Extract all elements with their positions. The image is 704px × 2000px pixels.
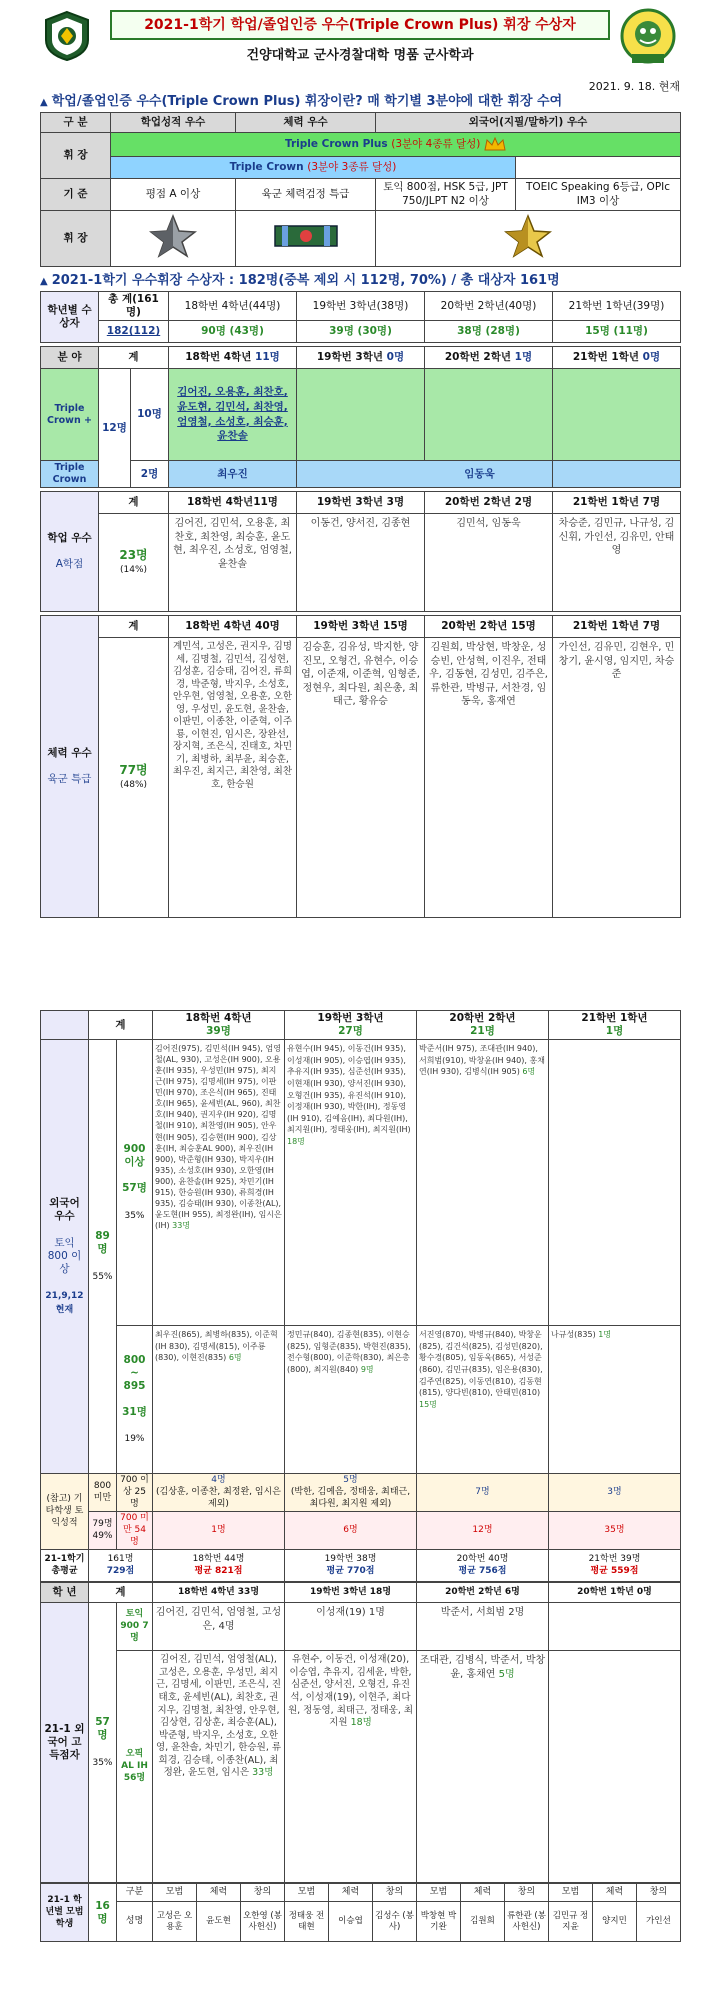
mascot-emblem-icon [620, 8, 676, 68]
foreign-ref-b-21: 35명 [549, 1512, 681, 1550]
speaking-opic-label: 오픽 AL IH 56명 [117, 1651, 153, 1883]
model-label: 21-1 학년별 모범학생 [41, 1884, 89, 1942]
foreign-band2-21: 나규성(835) 1명 [549, 1326, 681, 1474]
foreign-col-19: 19학번 3학년 27명 [285, 1011, 417, 1040]
crown-col-18: 18학번 4학년 11명 [169, 347, 297, 369]
foreign-col-20: 20학번 2학년 21명 [417, 1011, 549, 1040]
speaking-opic-20: 조대관, 김병식, 박준서, 박창윤, 홍채연 5명 [417, 1651, 549, 1883]
model-val-11: 가인선 [637, 1902, 681, 1942]
crown-icon [484, 137, 506, 151]
col-academic: 학업성적 우수 [111, 113, 236, 133]
summary-col-21: 21학번 1학년(39명) [553, 292, 681, 321]
foreign-label: 외국어 우수 토익 800 이상 21,9,12 현재 [41, 1040, 89, 1474]
foreign-ref-a-b: 700 이상 25명 [117, 1474, 153, 1512]
foreign-ref-b-20: 12명 [417, 1512, 549, 1550]
foreign-band2-18: 최우진(865), 최병하(835), 이준혁(IH 830), 김명세(815), 이주룡(830), 이현진(835) 6명 [153, 1326, 285, 1474]
criteria-academic: 평점 A 이상 [111, 179, 236, 211]
speaking-opic-21 [549, 1651, 681, 1883]
foreign-sum-label: 계 [89, 1011, 153, 1040]
model-val-9: 김민규 정지윤 [549, 1902, 593, 1942]
academic-table [40, 491, 681, 612]
speaking-col-19: 19학번 3학년 18명 [285, 1583, 417, 1603]
foreign-col-18: 18학번 4학년 39명 [153, 1011, 285, 1040]
foreign-table [40, 1010, 681, 1582]
gold-star-icon [504, 214, 552, 258]
foreign-band1-18: 김어진(975), 김민석(IH 945), 엄영철(AL, 930), 고성은(IH 900), 오용훈(IH 935), 우성민(IH 975), 최지근(IH 975), 김명세(IH 975), 이판민(IH 970), 조은식(IH 965), 진태호(IH 965), 윤세빈(AL, 960), 최찬호(IH 940), 권지우(IH 920), 김명철(IH 910), 최찬영(IH 905), 안우현(IH 905), 김승현(IH 900), 김상훈(IH, 최승훈AL 900), 최우진(IH 900), 박준형(IH 930), 박지우(IH 935), 소성호(IH 930), 오한영(IH 900), 윤찬솔(IH 925), 차민기(IH 915), 한승원(IH 930), 류희경(IH 935), 김승태(IH 930), 이종찬(AL), 윤도현(IH 955), 최정완(IH), 임시은(IH) 33명 [153, 1040, 285, 1326]
academic-names-19: 이동건, 양서진, 김종현 [297, 514, 425, 612]
triangle-icon: ▲ [40, 97, 48, 108]
academic-col-18: 18학번 4학년11명 [169, 492, 297, 514]
row-insignia-label: 휘 장 [41, 211, 111, 267]
crown-field-label: 분 야 [41, 347, 99, 369]
crown-tcp-21 [553, 369, 681, 461]
academic-names-21: 차승준, 김민규, 나규성, 김신휘, 가인선, 김유민, 안태영 [553, 514, 681, 612]
col-category: 구 분 [41, 113, 111, 133]
foreign-ref-b-label: 700 미만 54명 [117, 1512, 153, 1550]
row-badge-label: 휘 장 [41, 133, 111, 179]
section-heading-2: ▲ 2021-1학기 우수휘장 수상자 : 182명(중복 제외 시 112명, 70%) / 총 대상자 161명 [40, 273, 560, 288]
criteria-written: 토익 800점, HSK 5급, JPT 750/JLPT N2 이상 [376, 179, 516, 211]
foreign-ref-a-label: 800 미만 [89, 1474, 117, 1512]
university-emblem-icon [44, 10, 90, 62]
row-criteria-label: 기 준 [41, 179, 111, 211]
crown-tc-label: Triple Crown [41, 461, 99, 488]
academic-col-21: 21학번 1학년 7명 [553, 492, 681, 514]
foreign-avg-total: 161명 729점 [89, 1550, 153, 1582]
foreign-avg-20: 20학번 40명 평균 756점 [417, 1550, 549, 1582]
speaking-toeic-21 [549, 1603, 681, 1651]
speaking-table [40, 1582, 681, 1883]
model-val-1: 윤도현 [197, 1902, 241, 1942]
model-row-label: 성명 [117, 1902, 153, 1942]
crown-tc-21 [553, 461, 681, 488]
model-total: 16명 [89, 1884, 117, 1942]
section-heading-1: ▲ 학업/졸업인증 우수(Triple Crown Plus) 휘장이란? 매 학기별 3분야에 대한 휘장 수여 [40, 94, 563, 109]
foreign-avg-label: 21-1학기 총평균 [41, 1550, 89, 1582]
summary-col-20: 20학번 2학년(40명) [425, 292, 553, 321]
foreign-band2-20: 서진영(870), 박병규(840), 박창운(825), 김건석(825), 김성민(820), 황수경(805), 임동욱(865), 서성준(860), 김민규(835), 임은용(830), 김주연(825), 이동연(810), 김동현(815), 양다빈(810), 안태민(810) 15명 [417, 1326, 549, 1474]
crown-col-21: 21학번 1학년 0명 [553, 347, 681, 369]
foreign-band2-19: 정민규(840), 김종현(835), 이현승(825), 임형준(835), 박현진(835), 전수형(800), 이준학(830), 최은총(800), 최지원(840) 9명 [285, 1326, 417, 1474]
crown-col-19: 19학번 3학년 0명 [297, 347, 425, 369]
fitness-names-19: 김승훈, 김유성, 박지한, 양진모, 오형건, 유현수, 이승엽, 이준재, 이준혁, 임형준, 정현우, 최다원, 최은총, 최태근, 황유승 [297, 638, 425, 918]
fitness-col-20: 20학번 2학년 15명 [425, 616, 553, 638]
foreign-band2: 800 ~ 895 31명 19% [117, 1326, 153, 1474]
page-1 [40, 6, 680, 986]
academic-names-18: 김어진, 김민석, 오용훈, 최찬호, 최찬영, 최승훈, 윤도현, 최우진, 소성호, 엄영철, 윤찬솔 [169, 514, 297, 612]
speaking-toeic-18: 김어진, 김민석, 엄영철, 고성은, 4명 [153, 1603, 285, 1651]
summary-col-18: 18학번 4학년(44명) [169, 292, 297, 321]
model-sub-1: 모범 [153, 1884, 197, 1902]
tcp-bar: Triple Crown Plus (3분야 4종류 달성) [111, 133, 681, 157]
speaking-col-20: 20학번 2학년 6명 [417, 1583, 549, 1603]
insignia-language [376, 211, 681, 267]
speaking-toeic-19: 이성재(19) 1명 [285, 1603, 417, 1651]
model-val-7: 김원희 [461, 1902, 505, 1942]
foreign-band1-21 [549, 1040, 681, 1326]
speaking-col-18: 18학번 4학년 33명 [153, 1583, 285, 1603]
foreign-avg-21: 21학번 39명 평균 559점 [549, 1550, 681, 1582]
date-stamp: 2021. 9. 18. 현재 [588, 80, 680, 93]
foreign-total: 89명 55% [89, 1040, 117, 1474]
speaking-sum-label: 계 [89, 1583, 153, 1603]
speaking-opic-19: 유현수, 이동건, 이성재(20), 이승엽, 추유지, 김세윤, 박한, 심준선, 양서진, 오형건, 유진석, 이성재(19), 이현주, 최다원, 정동영, 최태근, 정태웅, 최지원 18명 [285, 1651, 417, 1883]
academic-sum-label: 계 [99, 492, 169, 514]
crown-table [40, 346, 681, 488]
insignia-fitness [236, 211, 376, 267]
model-sub-3: 창의 [241, 1884, 285, 1902]
page-2 [40, 1010, 680, 1995]
model-sub-7: 모범 [417, 1884, 461, 1902]
foreign-ref-a-18: 4명 (김상훈, 이종찬, 최정완, 임시은 제외) [153, 1474, 285, 1512]
crown-tcp-label: Triple Crown + [41, 369, 99, 461]
academic-total: 23명 (14%) [99, 514, 169, 612]
model-sub-0: 구분 [117, 1884, 153, 1902]
crown-sum-label: 계 [99, 347, 169, 369]
model-sub-5: 체력 [329, 1884, 373, 1902]
fitness-sum-label: 계 [99, 616, 169, 638]
fitness-label: 체력 우수 육군 특급 [41, 616, 99, 918]
crown-total: 12명 [99, 369, 131, 488]
speaking-toeic-label: 토익 900 7명 [117, 1603, 153, 1651]
model-val-4: 이승엽 [329, 1902, 373, 1942]
model-val-6: 박창현 박기완 [417, 1902, 461, 1942]
speaking-label: 21-1 외국어 고득점자 [41, 1603, 89, 1883]
fitness-names-21: 가인선, 김유민, 김현우, 민창기, 윤시영, 임지민, 차승준 [553, 638, 681, 918]
model-sub-4: 모범 [285, 1884, 329, 1902]
fitness-col-18: 18학번 4학년 40명 [169, 616, 297, 638]
foreign-ref-label: (참고) 기타학생 토익성적 [41, 1474, 89, 1550]
page-title: 2021-1학기 학업/졸업인증 우수(Triple Crown Plus) 휘장 수상자 [110, 10, 610, 40]
foreign-band1-19: 유현수(IH 945), 이동건(IH 935), 이성재(IH 905), 이승엽(IH 935), 추유지(IH 935), 심준선(IH 935), 이현재(IH 930), 양서진(IH 930), 오형건(IH 935), 유진석(IH 910), 이정재(IH 930), 박한(IH), 정동영(IH 910), 김예음(IH), 최다원(IH), 최지원(IH), 정태웅(IH), 최지원(IH) 18명 [285, 1040, 417, 1326]
summary-val-18: 90명 (43명) [169, 321, 297, 343]
summary-table [40, 291, 681, 343]
fitness-col-19: 19학번 3학년 15명 [297, 616, 425, 638]
tc-bar-empty [516, 157, 681, 179]
crown-tc-20: 임동욱 [297, 461, 553, 488]
academic-col-20: 20학번 2학년 2명 [425, 492, 553, 514]
crown-col-20: 20학번 2학년 1명 [425, 347, 553, 369]
foreign-band1-20: 박준서(IH 975), 조대관(IH 940), 서희범(910), 박창윤(IH 940), 홍채연(IH 930), 김병식(IH 905) 6명 [417, 1040, 549, 1326]
foreign-ref-b-18: 1명 [153, 1512, 285, 1550]
speaking-col-21: 20학번 1학년 0명 [549, 1583, 681, 1603]
model-table [40, 1883, 681, 1942]
badge-definition-table [40, 112, 681, 267]
foreign-corner [41, 1011, 89, 1040]
model-val-2: 오한영 (봉사헌신) [241, 1902, 285, 1942]
triangle-icon: ▲ [40, 276, 48, 287]
speaking-toeic-20: 박준서, 서희범 2명 [417, 1603, 549, 1651]
model-val-3: 정태웅 전태현 [285, 1902, 329, 1942]
academic-col-19: 19학번 3학년 3명 [297, 492, 425, 514]
foreign-ref-b-19: 6명 [285, 1512, 417, 1550]
criteria-fitness: 육군 체력검정 특급 [236, 179, 376, 211]
model-sub-10: 모범 [549, 1884, 593, 1902]
speaking-total: 57명 35% [89, 1603, 117, 1883]
tc-bar: Triple Crown (3분야 3종류 달성) [111, 157, 516, 179]
foreign-ref-b-a: 79명 49% [89, 1512, 117, 1550]
speaking-opic-18: 김어진, 김민석, 엄영철(AL), 고성은, 오용훈, 우성민, 최지근, 김명세, 이판민, 조은식, 진태호, 윤세빈(AL), 최찬호, 권지우, 김명철, 최찬영, 안우현, 김상현, 김상훈, 최승훈(AL), 박준형, 박지우, 소성호, 오한영, 윤찬솔, 차민기, 한승원, 류희경, 김승태, 이종찬(AL), 최정완, 윤도현, 임시은 33명 [153, 1651, 285, 1883]
fitness-col-21: 21학번 1학년 7명 [553, 616, 681, 638]
model-sub-9: 창의 [505, 1884, 549, 1902]
insignia-academic [111, 211, 236, 267]
summary-val-19: 39명 (30명) [297, 321, 425, 343]
model-val-8: 류한관 (봉사헌신) [505, 1902, 549, 1942]
crown-tc-count: 2명 [131, 461, 169, 488]
model-val-10: 양지민 [593, 1902, 637, 1942]
crown-tcp-19 [297, 369, 425, 461]
summary-row-label: 학년별 수상자 [41, 292, 99, 343]
foreign-ref-a-19: 5명 (박한, 김예음, 정태웅, 최태근, 최다원, 최지원 제외) [285, 1474, 417, 1512]
foreign-band1: 900 이상 57명 35% [117, 1040, 153, 1326]
crown-tcp-names: 김어진, 오용훈, 최찬호, 윤도현, 김민석, 최찬영, 엄영철, 소성호, 최승훈, 윤찬솔 [169, 369, 297, 461]
crown-tcp-20 [425, 369, 553, 461]
fitness-table [40, 615, 681, 918]
model-sub-12: 창의 [637, 1884, 681, 1902]
academic-names-20: 김민석, 임동욱 [425, 514, 553, 612]
fitness-total: 77명 (48%) [99, 638, 169, 918]
foreign-avg-19: 19학번 38명 평균 770점 [285, 1550, 417, 1582]
crown-tcp-count: 10명 [131, 369, 169, 461]
foreign-col-21: 21학번 1학년 1명 [549, 1011, 681, 1040]
criteria-speaking: TOEIC Speaking 6등급, OPIc IM3 이상 [516, 179, 681, 211]
summary-val-20: 38명 (28명) [425, 321, 553, 343]
foreign-ref-a-20: 7명 [417, 1474, 549, 1512]
fitness-ribbon-icon [274, 225, 338, 247]
page-subtitle: 건양대학교 군사경찰대학 명품 군사학과 [246, 48, 474, 63]
model-val-0: 고성은 오용훈 [153, 1902, 197, 1942]
col-language: 외국어(지필/말하기) 우수 [376, 113, 681, 133]
summary-total-value: 182(112) [99, 321, 169, 343]
fitness-names-18: 계민석, 고성은, 권지우, 김명세, 김명철, 김민석, 김성현, 김성훈, 김승태, 김어진, 류희경, 박준형, 박지우, 소성호, 안우현, 엄영철, 오용훈, 오한영, 우성민, 윤도현, 윤찬솔, 이판민, 이종찬, 이준혁, 이주룡, 이현진, 임시은, 장완선, 장지혁, 조은식, 진태호, 차민기, 최병하, 최부윤, 최승훈, 최우진, 최지근, 최찬영, 최찬호, 한승원 [169, 638, 297, 918]
foreign-avg-18: 18학번 44명 평균 821점 [153, 1550, 285, 1582]
silver-star-icon [149, 214, 197, 258]
summary-val-21: 15명 (11명) [553, 321, 681, 343]
fitness-names-20: 김원희, 박상현, 박창운, 성승빈, 안성혁, 이진우, 전태우, 김동현, 김성민, 김주은, 류한관, 박병규, 서찬경, 임동욱, 홍재연 [425, 638, 553, 918]
crown-tc-18: 최우진 [169, 461, 297, 488]
foreign-ref-a-21: 3명 [549, 1474, 681, 1512]
model-sub-2: 체력 [197, 1884, 241, 1902]
model-sub-6: 창의 [373, 1884, 417, 1902]
academic-label: 학업 우수 A학점 [41, 492, 99, 612]
model-val-5: 김성수 (봉사) [373, 1902, 417, 1942]
model-sub-8: 체력 [461, 1884, 505, 1902]
col-fitness: 체력 우수 [236, 113, 376, 133]
header [40, 6, 680, 78]
summary-col-19: 19학번 3학년(38명) [297, 292, 425, 321]
summary-total-label: 총 계(161명) [99, 292, 169, 321]
speaking-grade-label: 학 년 [41, 1583, 89, 1603]
model-sub-11: 체력 [593, 1884, 637, 1902]
